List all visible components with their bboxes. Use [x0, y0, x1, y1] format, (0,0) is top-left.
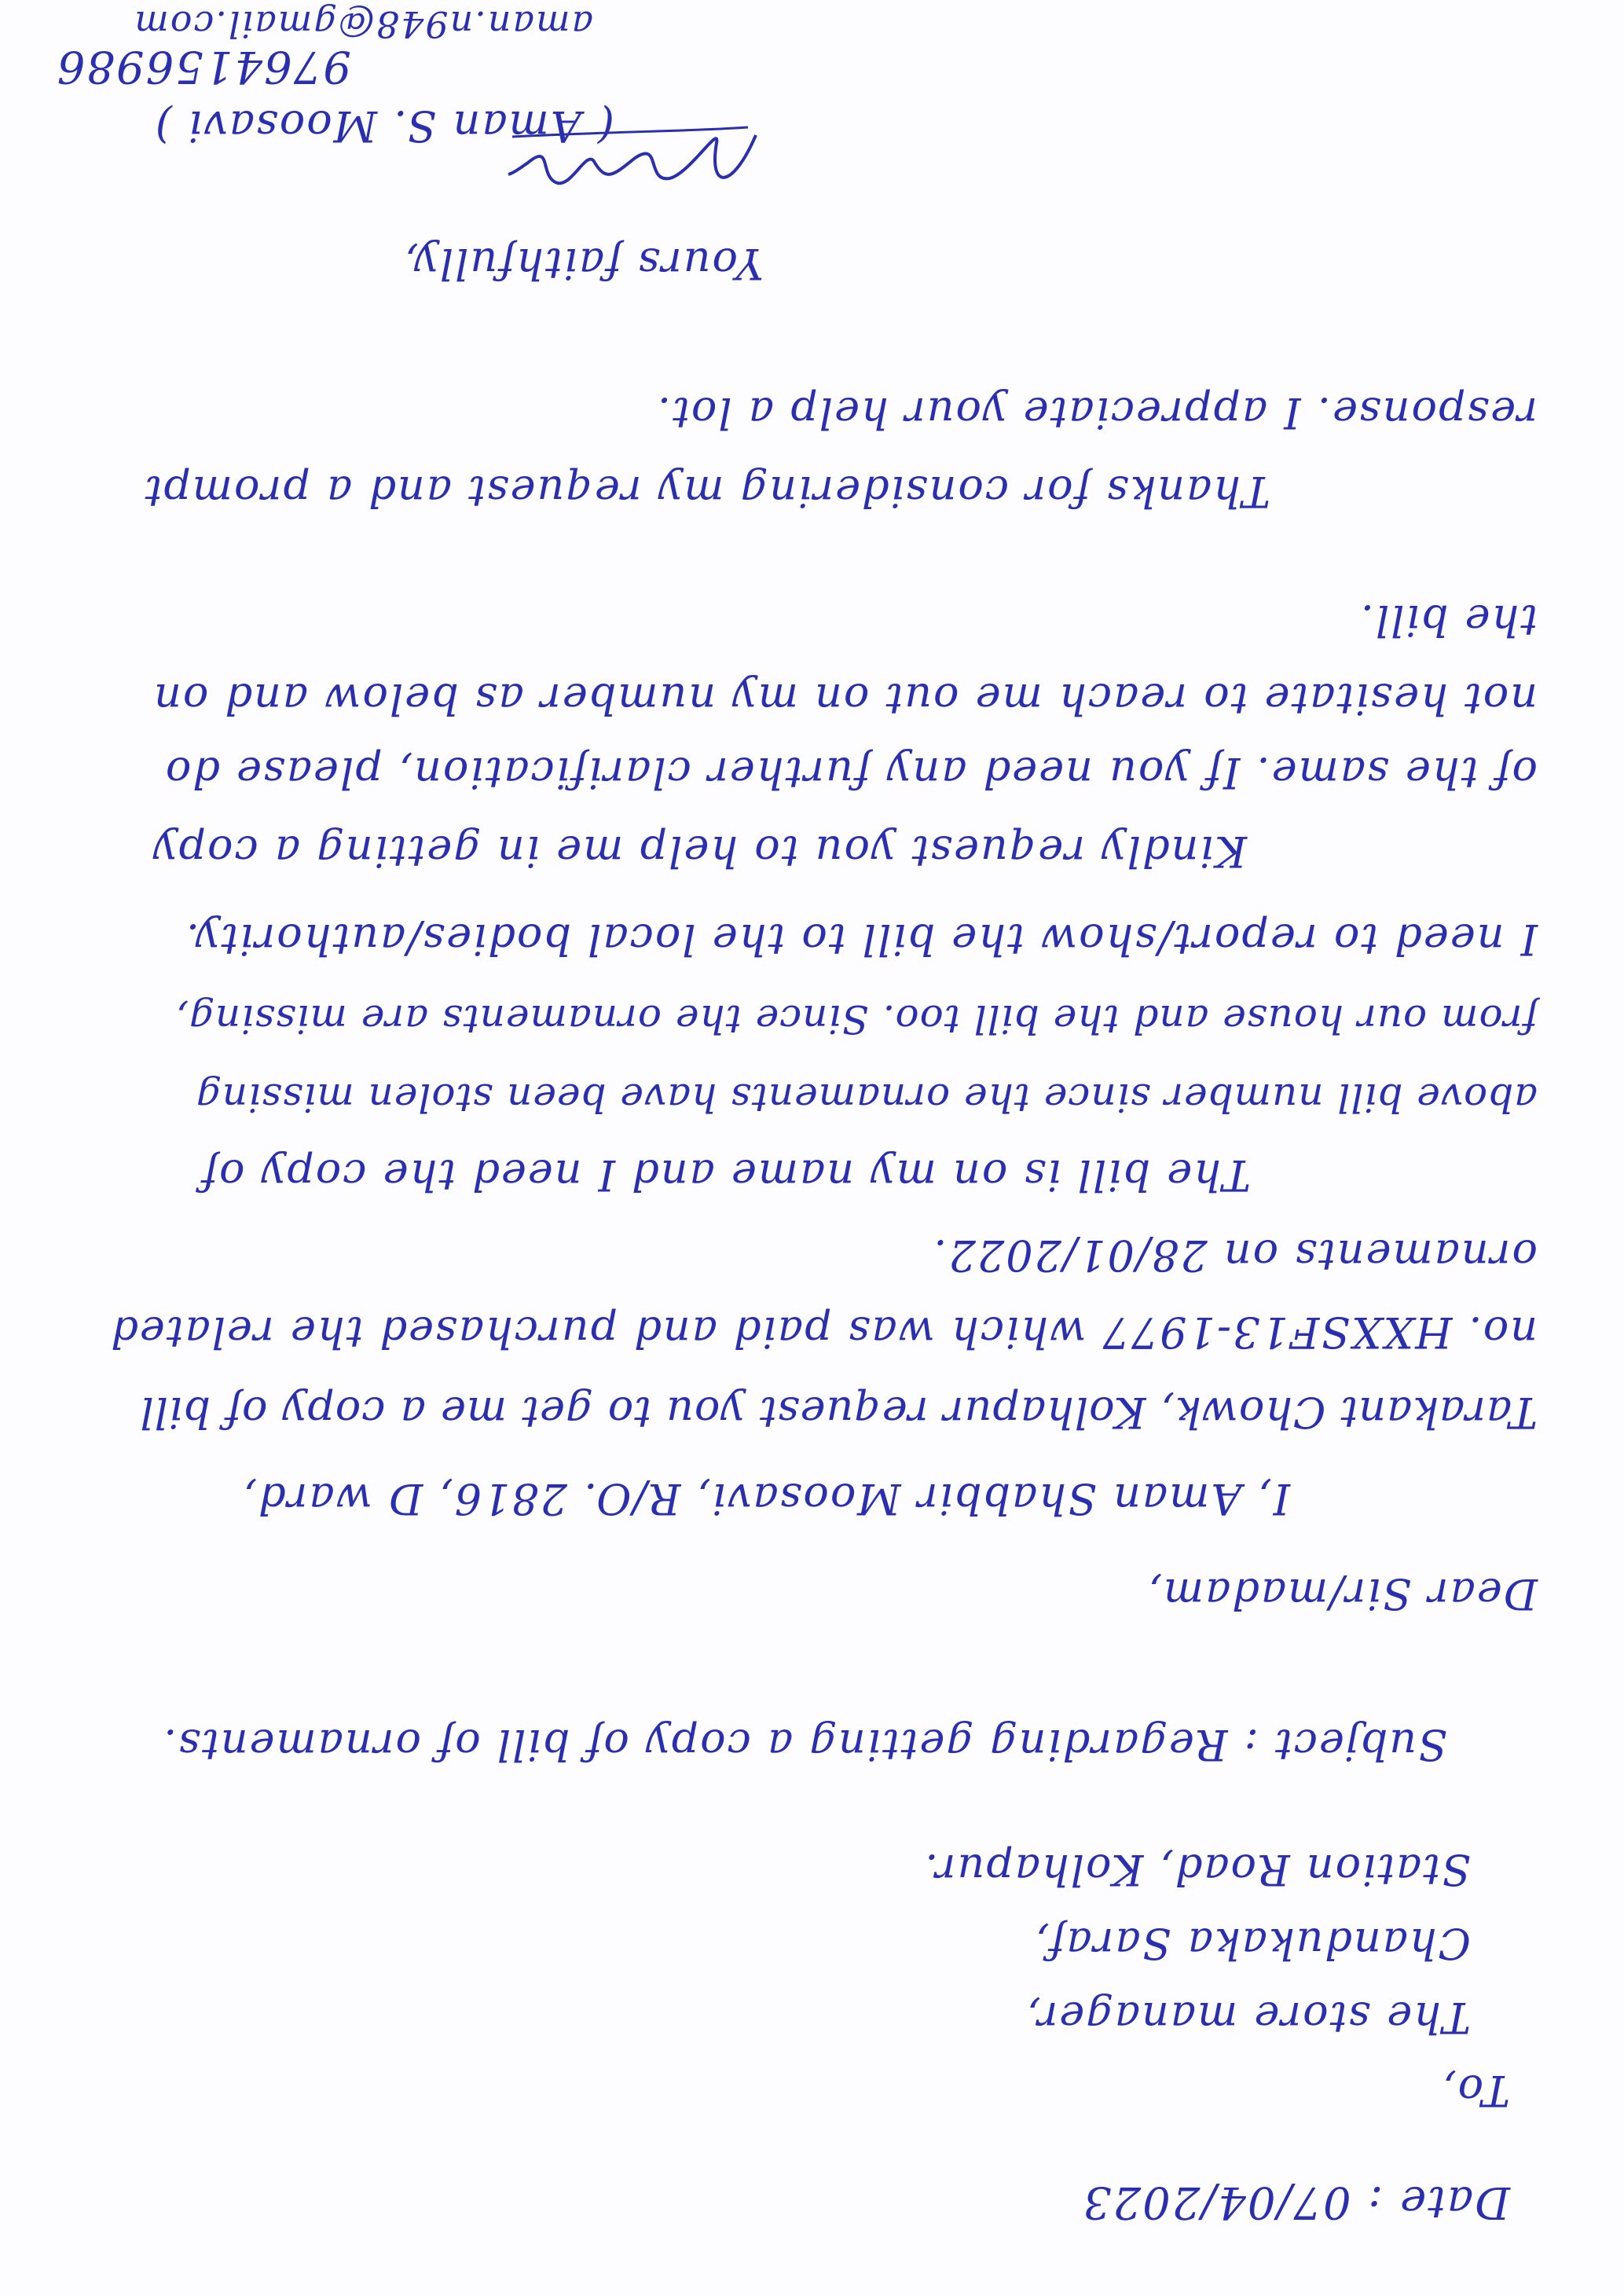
to-salutation: To, [1441, 2066, 1510, 2115]
paragraph-2-line: above bill number since the ornaments have been stolen missing [195, 1075, 1538, 1120]
paragraph-2-line: I need to report/show the bill to the local bodies/authority. [184, 915, 1538, 964]
paragraph-3-line: not hesitate to reach me out on my number as below and on [152, 674, 1538, 724]
paragraph-1-line: no. HXXSF13-1977 which was paid and purchased the related [109, 1308, 1538, 1357]
letter-greeting: Dear Sir/madam, [1146, 1569, 1538, 1619]
letter-subject: Subject : Regarding getting a copy of bill of ornaments. [162, 1720, 1447, 1770]
recipient-line: Chandukaka Saraf, [1034, 1919, 1471, 1968]
recipient-line: Station Road, Kolhapur. [923, 1845, 1471, 1894]
signer-email: aman.n948@gmail.com [133, 3, 593, 46]
paragraph-3-line: of the same. If you need any further clarification, please do [163, 748, 1538, 798]
letter-date: Date : 07/04/2023 [1081, 2177, 1510, 2228]
paragraph-3-line: the bill. [1358, 596, 1538, 645]
paragraph-4-line: response. I appreciate your help a lot. [656, 388, 1538, 438]
paragraph-1-line: ornaments on 28/01/2022. [932, 1231, 1538, 1280]
paragraph-1-line: Tarakant Chowk, Kolhapur request you to get me a copy of bill [139, 1388, 1538, 1437]
signer-phone: 9764156986 [55, 41, 351, 92]
closing-line: Yours faithfully, [403, 239, 764, 288]
paragraph-4-line: Thanks for considering my request and a prompt [143, 467, 1270, 516]
paragraph-2-line: The bill is on my name and I need the copy of [200, 1150, 1251, 1200]
recipient-line: The store manager, [1025, 1993, 1471, 2042]
paragraph-3-line: Kindly request you to help me in getting a copy [151, 827, 1247, 876]
signer-name: ( Aman S. Moosavi ) [153, 101, 614, 151]
paragraph-1-line: I, Aman Shabbir Moosavi, R/O. 2816, D ward, [241, 1474, 1290, 1524]
paragraph-2-line: from our house and the bill too. Since the ornaments are missing, [175, 996, 1538, 1042]
